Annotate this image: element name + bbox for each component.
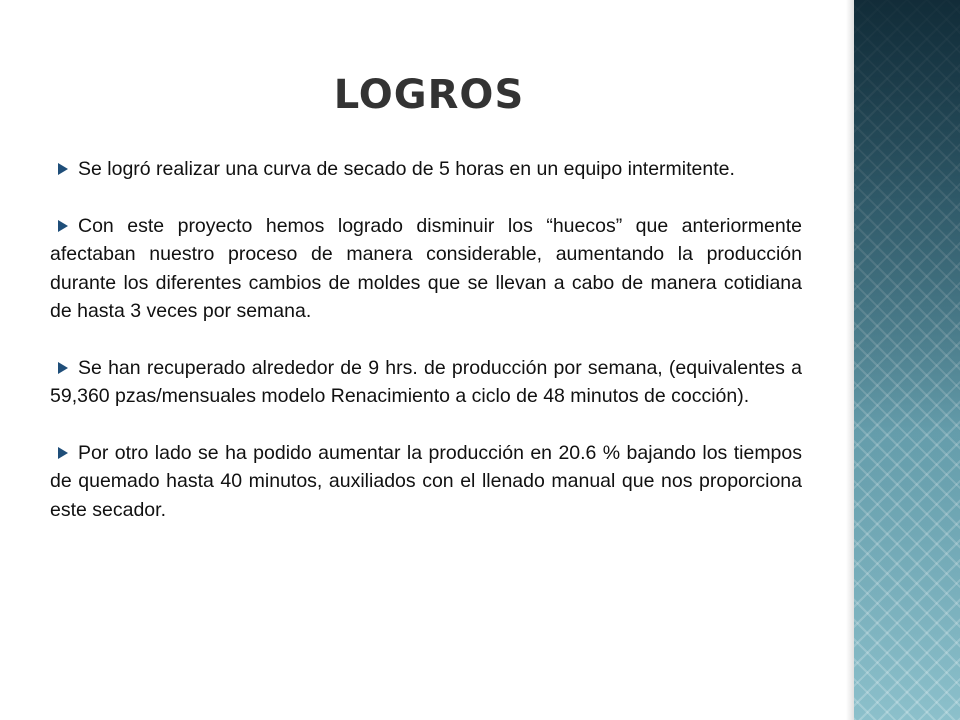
triangle-bullet-icon — [58, 220, 68, 232]
bullet-text: Se han recuperado alrededor de 9 hrs. de producción por semana, (equivalentes a 59,360 pzas/mensuales modelo Renacimiento a ciclo de 48 minutos de cocción). — [50, 356, 802, 407]
bullet-paragraph — [50, 155, 802, 184]
triangle-bullet-icon — [58, 362, 68, 374]
bullet-text: Por otro lado se ha podido aumentar la producción en 20.6 % bajando los tiempos de quemado hasta 40 minutos, auxiliados con el llenado manual que nos proporciona este secador. — [50, 441, 802, 521]
bullet-paragraph — [50, 354, 802, 411]
decorative-side-band — [854, 0, 960, 720]
bullet-text: Se logró realizar una curva de secado de 5 horas en un equipo intermitente. — [78, 158, 735, 180]
bullet-paragraph — [50, 212, 802, 326]
bullet-text: Con este proyecto hemos logrado disminuir los “huecos” que anteriormente afectaban nuestro proceso de manera considerable, aumentando la producción durante los diferentes cambios de moldes que se llevan a cabo de manera cotidiana de hasta 3 veces por semana. — [50, 214, 802, 322]
bullet-paragraph — [50, 439, 802, 525]
bullet-list — [50, 155, 802, 552]
triangle-bullet-icon — [58, 163, 68, 175]
triangle-bullet-icon — [58, 447, 68, 459]
slide-title: LOGROS — [333, 72, 525, 118]
